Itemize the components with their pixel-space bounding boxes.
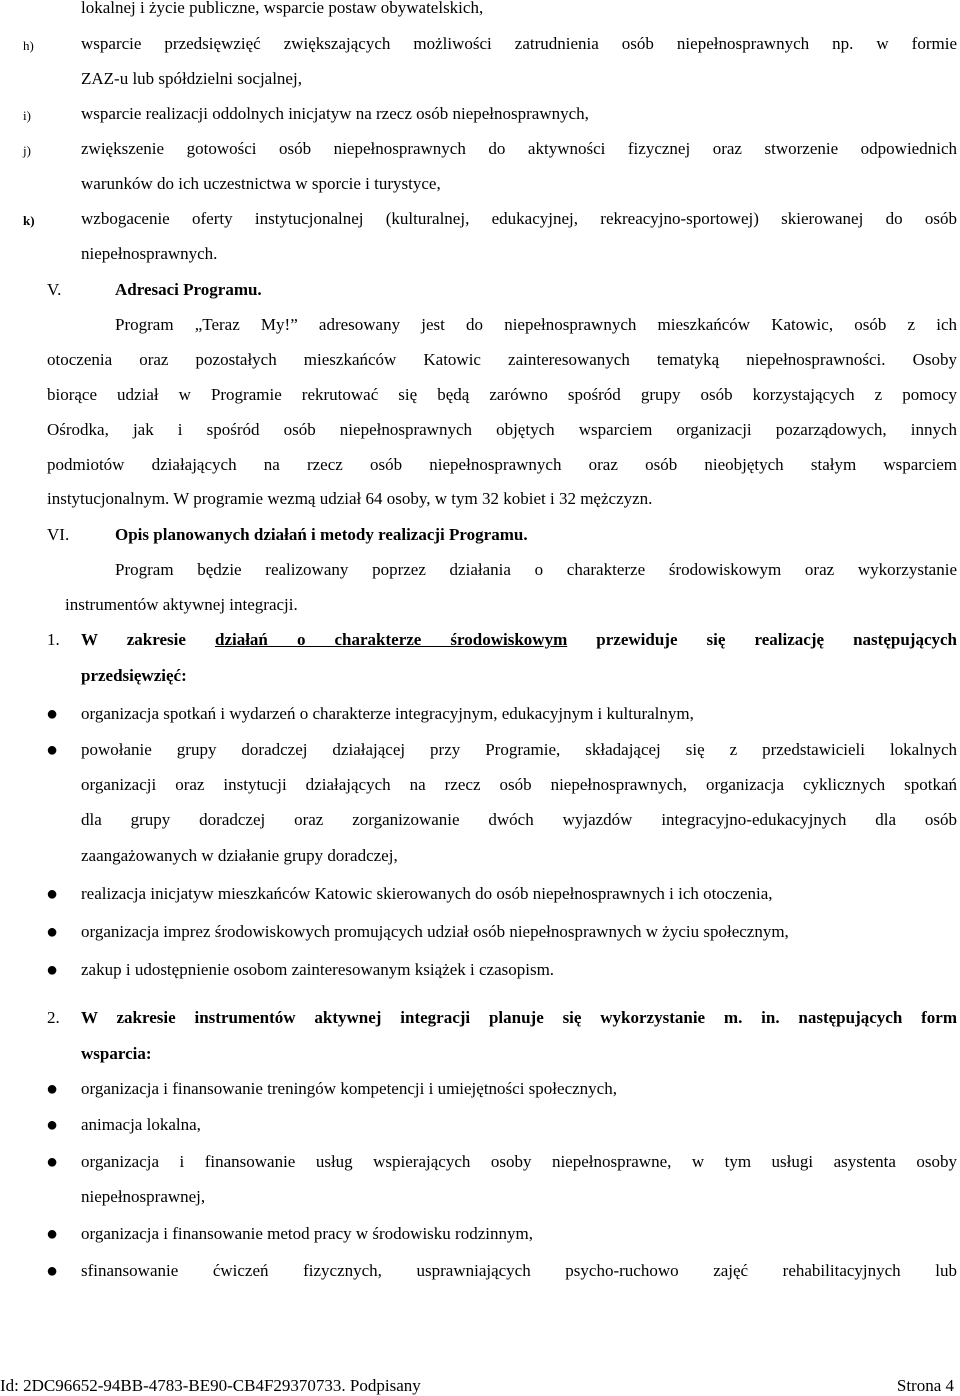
list-item-j-line2: warunków do ich uczestnictwa w sporcie i turystyce,	[81, 174, 441, 193]
point1-bullet4-line1: organizacja imprez środowiskowych promujących udział osób niepełnosprawnych w życiu społecznym,	[81, 922, 789, 941]
point2-bullet3-line2: niepełnosprawnej,	[81, 1187, 206, 1206]
bullet-icon: ●	[46, 1151, 59, 1173]
point2-bullet2-line1: animacja lokalna,	[81, 1115, 201, 1134]
point2-number: 2.	[47, 1008, 60, 1027]
point1-bullet2-line1: powołanie grupy doradczej działającej przy Programie, składającej się z przedstawicieli lokalnych	[81, 740, 957, 759]
list-item-i-line1: wsparcie realizacji oddolnych inicjatyw na rzecz osób niepełnosprawnych,	[81, 104, 589, 123]
point1-bullet2-line3: dla grupy doradczej oraz zorganizowanie dwóch wyjazdów integracyjno-edukacyjnych dla osób	[81, 810, 957, 829]
point1-heading-line2: przedsięwzięć:	[81, 666, 187, 685]
section-v-paragraph-line1: Program „Teraz My!” adresowany jest do niepełnosprawnych mieszkańców Katowic, osób z ich	[115, 315, 957, 334]
point1-heading	[81, 630, 957, 650]
bullet-icon: ●	[46, 1078, 59, 1100]
list-item-j-line1: zwiększenie gotowości osób niepełnosprawnych do aktywności fizycznej oraz stworzenie odpowiednich	[81, 139, 957, 158]
point1-bullet5-line1: zakup i udostępnienie osobom zainteresowanym książek i czasopism.	[81, 960, 555, 979]
list-marker-i: i)	[23, 108, 31, 123]
point1-heading-post: przewiduje się realizację następujących	[567, 630, 957, 649]
list-marker-j: j)	[23, 143, 31, 158]
bullet-icon: ●	[46, 703, 59, 725]
list-item-k-line2: niepełnosprawnych.	[81, 244, 218, 263]
section-v-title: Adresaci Programu.	[115, 280, 262, 299]
point1-bullet3-line1: realizacja inicjatyw mieszkańców Katowic skierowanych do osób niepełnosprawnych i ich otoczenia,	[81, 884, 773, 903]
section-vi-intro-line2: instrumentów aktywnej integracji.	[65, 595, 298, 614]
section-v-paragraph-line4: Ośrodka, jak i spośród osób niepełnosprawnych objętych wsparciem organizacji pozarządowych, innych	[47, 420, 957, 439]
section-vi-title: Opis planowanych działań i metody realizacji Programu.	[115, 525, 528, 544]
list-marker-h: h)	[23, 38, 34, 53]
list-item-h-line2: ZAZ-u lub spółdzielni socjalnej,	[81, 69, 302, 88]
bullet-icon: ●	[46, 1114, 59, 1136]
footer-document-id: Id: 2DC96652-94BB-4783-BE90-CB4F29370733. Podpisany	[0, 1376, 421, 1395]
section-v-number: V.	[47, 280, 62, 299]
point1-bullet1-line1: organizacja spotkań i wydarzeń o charakterze integracyjnym, edukacyjnym i kulturalnym,	[81, 704, 694, 723]
footer-page-number: Strona 4	[896, 1376, 954, 1395]
point2-bullet4-line1: organizacja i finansowanie metod pracy w środowisku rodzinnym,	[81, 1224, 533, 1243]
point2-heading-line2: wsparcia:	[81, 1044, 152, 1063]
point1-heading-underlined: działań o charakterze środowiskowym	[214, 630, 568, 649]
section-v-paragraph-line5: podmiotów działających na rzecz osób niepełnosprawnych oraz osób nieobjętych stałym wsparciem	[47, 455, 957, 474]
bullet-icon: ●	[46, 959, 59, 981]
bullet-icon: ●	[46, 921, 59, 943]
bullet-icon: ●	[46, 739, 59, 761]
point1-bullet2-line4: zaangażowanych w działanie grupy doradczej,	[81, 846, 398, 865]
point1-number: 1.	[47, 630, 60, 649]
bullet-icon: ●	[46, 883, 59, 905]
list-item-h-line1: wsparcie przedsięwzięć zwiększających możliwości zatrudnienia osób niepełnosprawnych np. w formie	[81, 34, 957, 53]
list-continuation-line: lokalnej i życie publiczne, wsparcie postaw obywatelskich,	[81, 0, 484, 17]
bullet-icon: ●	[46, 1223, 59, 1245]
point2-bullet5-line1: sfinansowanie ćwiczeń fizycznych, usprawniających psycho-ruchowo zajęć rehabilitacyjnych lub	[81, 1261, 957, 1280]
section-vi-number: VI.	[47, 525, 70, 544]
list-marker-k: k)	[23, 213, 35, 228]
section-vi-intro-line1: Program będzie realizowany poprzez działania o charakterze środowiskowym oraz wykorzystanie	[115, 560, 957, 579]
section-v-paragraph-line3: biorące udział w Programie rekrutować się będą zarówno spośród grupy osób korzystających z pomocy	[47, 385, 957, 404]
point1-heading-pre: W zakresie	[81, 630, 215, 649]
bullet-icon: ●	[46, 1260, 59, 1282]
list-item-k-line1: wzbogacenie oferty instytucjonalnej (kulturalnej, edukacyjnej, rekreacyjno-sportowej) skierowanej do osób	[81, 209, 957, 228]
point2-bullet3-line1: organizacja i finansowanie usług wspierających osoby niepełnosprawne, w tym usługi asystenta osoby	[81, 1152, 957, 1171]
section-v-paragraph-line2: otoczenia oraz pozostałych mieszkańców Katowic zainteresowanych tematyką niepełnosprawności. Osoby	[47, 350, 957, 369]
section-v-paragraph-line6: instytucjonalnym. W programie wezmą udział 64 osoby, w tym 32 kobiet i 32 mężczyzn.	[47, 489, 653, 508]
point2-heading-line1: W zakresie instrumentów aktywnej integracji planuje się wykorzystanie m. in. następujących form	[81, 1008, 957, 1027]
point1-bullet2-line2: organizacji oraz instytucji działających na rzecz osób niepełnosprawnych, organizacja cyklicznych spotkań	[81, 775, 957, 794]
point2-bullet1-line1: organizacja i finansowanie treningów kompetencji i umiejętności społecznych,	[81, 1079, 617, 1098]
